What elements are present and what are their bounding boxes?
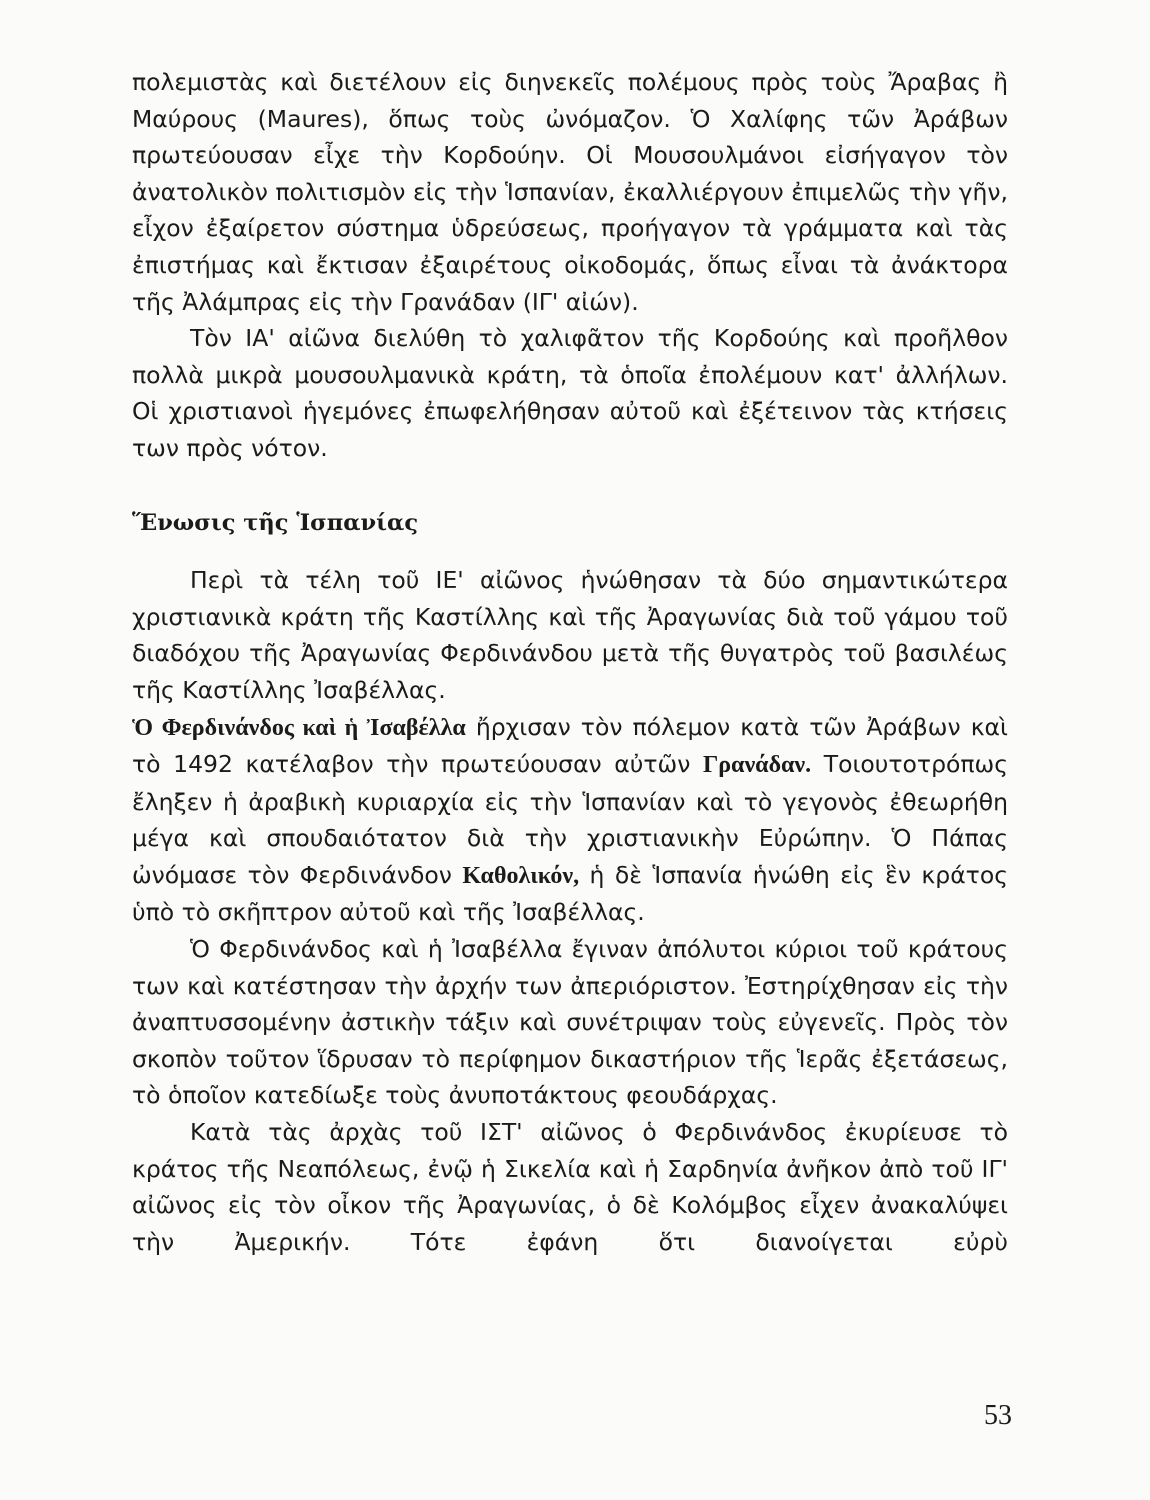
paragraph-absolute-rule: Ὁ Φερδινάνδος καὶ ἡ Ἰσαβέλλα ἔγιναν ἀπόλυτοι κύριοι τοῦ κράτους των καὶ κατέστησαν τὴν ἀρχήν των ἀπεριόριστον. Ἐστηρίχθησαν εἰς τὴν ἀναπτυσσομένην ἀστικὴν τάξιν καὶ συνέτριψαν τοὺς εὐγενεῖς. Πρὸς τὸν σκοπὸν τοῦτον ἵδρυσαν τὸ περίφημον δικαστήριον τῆς Ἱερᾶς ἐξετάσεως, τὸ ὁποῖον κατεδίωξε τοὺς ἀνυποτάκτους φεουδάρχας.	[132, 935, 1008, 1110]
paragraph-caliphate-dissolution: Τὸν ΙΑ' αἰῶνα διελύθη τὸ χαλιφᾶτον τῆς Κορδούης καὶ προῆλθον πολλὰ μικρὰ μουσουλμανικὰ κράτη, τὰ ὁποῖα ἐπολέμουν κατ' ἀλλήλων. Οἱ χριστιανοὶ ἡγεμόνες ἐπωφελήθησαν αὐτοῦ καὶ ἐξέτεινον τὰς κτήσεις των πρὸς νότον.	[132, 324, 1008, 462]
section-heading: Ἕνωσις τῆς Ἱσπανίας	[132, 509, 419, 536]
text-run: ἡ δὲ Ἱσπανία ἡνώθη εἰς ἓν κράτος ὑπὸ τὸ σκῆπτρον αὐτοῦ καὶ τῆς Ἰσαβέλλας.	[132, 860, 1008, 927]
page-body	[132, 64, 1008, 1260]
text-run: Τοιουτοτρόπως ἔληξεν ἡ ἀραβικὴ κυριαρχία εἰς τὴν Ἱσπανίαν καὶ τὸ γεγονὸς ἐθεωρήθη μέγα καὶ σπουδαιότατον διὰ τὴν χριστιανικὴν Εὐρώπην. Ὁ Πάπας ὠνόμασε τὸν Φερδινάνδον	[132, 750, 1008, 889]
bold-ferdinand-isabella: Ὁ Φερδινάνδος καὶ ἡ Ἰσαβέλλα	[132, 714, 466, 741]
text-run: ἤρχισαν τὸν πόλεμον κατὰ τῶν Ἀράβων καὶ τὸ 1492 κατέλαβον τὴν πρωτεύουσαν αὐτῶν	[132, 712, 1008, 779]
paragraph-ferdinand-isabella	[132, 709, 1008, 932]
paragraph-naples: Κατὰ τὰς ἀρχὰς τοῦ ΙΣΤ' αἰῶνος ὁ Φερδινάνδος ἐκυρίευσε τὸ κράτος τῆς Νεαπόλεως, ἐνῷ ἡ Σικελία καὶ ἡ Σαρδηνία ἀνῆκον ἀπὸ τοῦ ΙΓ' αἰῶνος εἰς τὸν οἶκον τῆς Ἀραγωνίας, ὁ δὲ Κολόμβος εἶχεν ἀνακαλύψει τὴν Ἀμερικήν. Τότε ἐφάνη ὅτι διανοίγεται εὐρὺ	[132, 1118, 1008, 1256]
bold-catholic: Καθολικόν,	[462, 862, 580, 889]
paragraph-union: Περὶ τὰ τέλη τοῦ ΙΕ' αἰῶνος ἡνώθησαν τὰ δύο σημαντικώτερα χριστιανικὰ κράτη τῆς Καστίλλης καὶ τῆς Ἀραγωνίας διὰ τοῦ γάμου τοῦ διαδόχου τῆς Ἀραγωνίας Φερδινάνδου μετὰ τῆς θυγατρὸς τοῦ βασιλέως τῆς Καστίλλης Ἰσαβέλλας.	[132, 566, 1008, 704]
paragraph-moors: πολεμιστὰς καὶ διετέλουν εἰς διηνεκεῖς πολέμους πρὸς τοὺς Ἄραβας ἢ Μαύρους (Maures), ὅπως τοὺς ὠνόμαζον. Ὁ Χαλίφης τῶν Ἀράβων πρωτεύουσαν εἶχε τὴν Κορδούην. Οἱ Μουσουλμάνοι εἰσήγαγον τὸν ἀνατολικὸν πολιτισμὸν εἰς τὴν Ἱσπανίαν, ἐκαλλιέργουν ἐπιμελῶς τὴν γῆν, εἶχον ἐξαίρετον σύστημα ὑδρεύσεως, προήγαγον τὰ γράμματα καὶ τὰς ἐπιστήμας καὶ ἔκτισαν ἐξαιρέτους οἰκοδομάς, ὅπως εἶναι τὰ ἀνάκτορα τῆς Ἀλάμπρας εἰς τὴν Γρανάδαν (ΙΓ' αἰών).	[132, 68, 1008, 316]
page-number: 53	[984, 1400, 1012, 1431]
bold-granada: Γρανάδαν.	[702, 752, 812, 779]
